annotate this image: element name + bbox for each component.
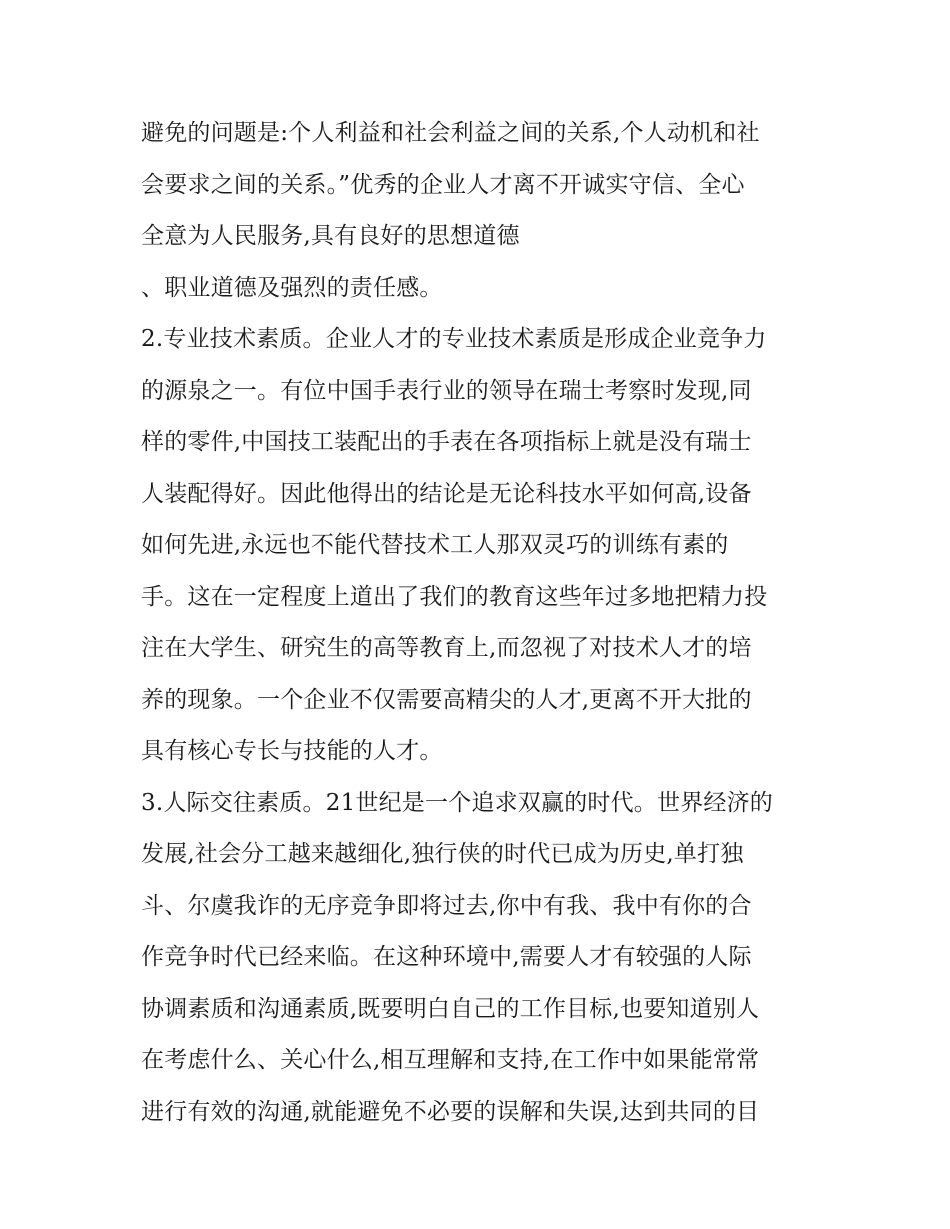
text-line: 进行有效的沟通,就能避免不必要的误解和失误,达到共同的目 [141,1098,760,1125]
text-line: 全意为人民服务,具有良好的思想道德 [141,223,520,249]
text-line: 在考虑什么、关心什么,相互理解和支持,在工作中如果能常常 [141,1047,760,1073]
text-line: 样的零件,中国技工装配出的手表在各项指标上就是没有瑞士 [141,429,752,455]
section-heading-line: 2.专业技术素质。企业人才的专业技术素质是形成企业竞争力 [141,326,767,352]
text-line: 的源泉之一。有位中国手表行业的领导在瑞士考察时发现,同 [141,377,752,404]
text-line: 会要求之间的关系。”优秀的企业人才离不开诚实守信、全心 [141,171,745,198]
text-line: 人装配得好。因此他得出的结论是无论科技水平如何高,设备 [141,480,752,507]
text-line: 如何先进,永远也不能代替技术工人那双灵巧的训练有素的 [141,532,729,558]
text-line: 协调素质和沟通素质,既要明白自己的工作目标,也要知道别人 [141,995,760,1022]
text-line: 避免的问题是:个人利益和社会利益之间的关系,个人动机和社 [141,120,760,146]
text-line: 注在大学生、研究生的高等教育上,而忽视了对技术人才的培 [141,635,752,661]
body-text [141,108,821,1138]
text-line: 发展,社会分工越来越细化,独行侠的时代已成为历史,单打独 [141,841,744,867]
text-line: 具有核心专长与技能的人才。 [141,738,443,764]
text-line: 斗、尔虞我诈的无序竞争即将过去,你中有我、我中有你的合 [141,892,752,919]
section-heading-line: 3.人际交往素质。21世纪是一个追求双赢的时代。世界经济的 [141,789,774,816]
text-line: 手。这在一定程度上道出了我们的教育这些年过多地把精力投 [141,583,768,610]
text-line: 、职业道德及强烈的责任感。 [141,274,443,301]
text-line: 作竞争时代已经来临。在这种环境中,需要人才有较强的人际 [141,944,752,970]
text-line: 养的现象。一个企业不仅需要高精尖的人才,更离不开大批的 [141,686,752,713]
